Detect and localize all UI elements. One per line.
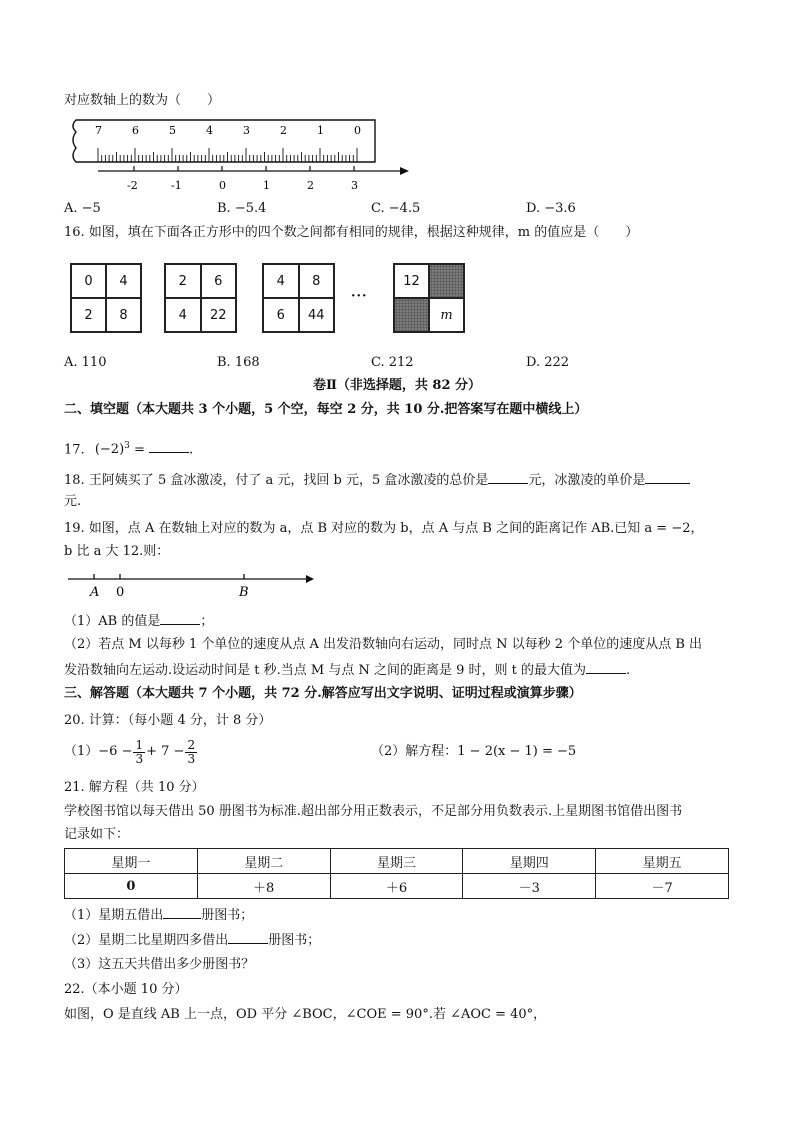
ruler-label: 4 — [206, 124, 213, 137]
axis-label: 3 — [351, 179, 358, 192]
ruler-label: 3 — [243, 124, 250, 137]
q19-number-line — [62, 568, 322, 600]
q21-sub2 — [64, 930, 320, 950]
q17-number: 17. — [64, 442, 85, 458]
q21-sub1 — [64, 905, 253, 925]
fraction-two-thirds: $\frac{2}{3}$ — [187, 737, 196, 766]
q16-option-a: A. 110 — [64, 355, 107, 370]
q16-option-b: B. 168 — [217, 355, 260, 370]
q19-line1: 19. 如图，点 A 在数轴上对应的数为 a，点 B 对应的数为 b，点 A 与点 B 之间的距离记作 AB.已知 a = −2， — [64, 521, 704, 536]
q18-text-a: 18. 王阿姨买了 5 盒冰激凌，付了 a 元，找回 b 元，5 盒冰激凌的总价是 — [64, 473, 489, 488]
ruler-label: 2 — [280, 124, 287, 137]
square-cell: 2 — [165, 264, 201, 298]
part2-title: 卷Ⅱ（非选择题，共 82 分） — [312, 378, 482, 393]
square-cell: 8 — [299, 264, 335, 298]
q16-square-3 — [262, 263, 335, 333]
q21-line2: 记录如下： — [64, 827, 130, 842]
square-cell: 0 — [71, 264, 106, 298]
q17: 17. $(-2)^3$ = . — [64, 441, 194, 458]
q20-sub1-mid: + 7 − — [146, 744, 185, 759]
q17-answer-blank[interactable] — [149, 439, 189, 453]
q15-option-c: C. −4.5 — [371, 201, 421, 216]
square-cell: 4 — [263, 264, 299, 298]
q20-sub2: （2）解方程：1 − 2(x − 1) = −5 — [371, 744, 577, 759]
q22-title: 22.（本小题 10 分） — [64, 982, 188, 997]
q18-total-blank[interactable] — [488, 470, 528, 484]
square-cell: 2 — [71, 298, 106, 332]
q19-sub2-text: 发沿数轴向左运动.设运动时间是 t 秒.当点 M 与点 N 之间的距离是 9 时，则 t 的最大值为 — [64, 663, 586, 678]
q18-line2: 元. — [64, 494, 82, 509]
q20-sub1 — [64, 737, 198, 767]
q19-t-blank[interactable] — [586, 660, 626, 674]
square-cell: 6 — [201, 264, 237, 298]
square-cell: 44 — [299, 298, 335, 332]
axis-label: -2 — [127, 179, 138, 192]
q19-sub2-line2 — [64, 660, 630, 680]
q22-line1: 如图，O 是直线 AB 上一点，OD 平分 ∠BOC，∠COE = 90°.若 ∠AOC = 40°， — [64, 1007, 547, 1022]
q18-text-b: 元，冰激凌的单价是 — [528, 473, 646, 488]
zero-label: 0 — [116, 585, 125, 600]
ruler-label: 1 — [317, 124, 324, 137]
q18-line1 — [64, 470, 690, 490]
section3-title: 三、解答题（本大题共 7 个小题，共 72 分.解答应写出文字说明、证明过程或演算步骤） — [64, 686, 582, 701]
shaded-cell — [429, 264, 464, 298]
q15-option-d: D. −3.6 — [526, 201, 576, 216]
q16-stem: 16. 如图，填在下面各正方形中的四个数之间都有相同的规律，根据这种规律，m 的值应是（ ） — [64, 225, 639, 240]
q16-option-c: C. 212 — [371, 355, 414, 370]
ruler-label: 6 — [132, 124, 139, 137]
q19-sub2-end: . — [626, 663, 631, 678]
q19-sub1-text: （1）AB 的值是 — [64, 614, 161, 629]
table-header: 星期一 — [65, 849, 198, 874]
table-cell: －3 — [463, 874, 596, 899]
q20-sub1-prefix: （1）−6 − — [64, 744, 133, 759]
shaded-cell — [394, 298, 429, 332]
q21-diff-blank[interactable] — [228, 930, 268, 944]
q17-equals: = — [134, 442, 145, 458]
q17-base: (−2) — [94, 442, 125, 458]
q19-line2: b 比 a 大 12.则： — [64, 544, 170, 559]
q19-ab-blank[interactable] — [160, 611, 200, 625]
q21-friday-blank[interactable] — [163, 905, 201, 919]
q21-sub2-text: （2）星期二比星期四多借出 — [64, 933, 229, 948]
q19-sub1 — [64, 611, 213, 631]
q19-sub1-end: ； — [200, 614, 214, 629]
square-cell: 8 — [106, 298, 141, 332]
q16-square-4 — [393, 263, 465, 333]
q21-title: 21. 解方程（共 10 分） — [64, 780, 205, 795]
table-cell: ＋8 — [197, 874, 330, 899]
table-header: 星期四 — [463, 849, 596, 874]
q17-exponent: 3 — [124, 441, 130, 451]
table-header: 星期五 — [596, 849, 729, 874]
ruler-label: 7 — [95, 124, 102, 137]
q15-stem: 对应数轴上的数为（ ） — [64, 93, 221, 108]
table-cell: －7 — [596, 874, 729, 899]
fraction-one-third: $\frac{1}{3}$ — [135, 737, 144, 766]
square-cell: 12 — [394, 264, 429, 298]
square-cell: 4 — [106, 264, 141, 298]
point-a-label: A — [90, 585, 100, 600]
point-b-label: B — [239, 585, 249, 600]
table-header-row — [65, 849, 729, 874]
ruler-figure — [70, 118, 415, 194]
square-cell: 4 — [165, 298, 201, 332]
ruler-label: 0 — [354, 124, 361, 137]
square-cell: 22 — [201, 298, 237, 332]
q19-sub2-line1: （2）若点 M 以每秒 1 个单位的速度从点 A 出发沿数轴向右运动，同时点 N 以每秒 2 个单位的速度从点 B 出 — [64, 637, 703, 652]
q21-sub1-text: （1）星期五借出 — [64, 908, 164, 923]
table-cell: ＋6 — [330, 874, 463, 899]
square-cell-m: m — [429, 298, 464, 332]
q20-title: 20. 计算：（每小题 4 分，计 8 分） — [64, 713, 272, 728]
q16-ellipsis: ··· — [351, 289, 368, 304]
q15-option-b: B. −5.4 — [217, 201, 267, 216]
axis-label: 2 — [307, 179, 314, 192]
q16-square-1 — [70, 263, 142, 333]
table-header: 星期三 — [330, 849, 463, 874]
axis-label: -1 — [171, 179, 182, 192]
square-cell: 6 — [263, 298, 299, 332]
table-header: 星期二 — [197, 849, 330, 874]
q16-square-2 — [164, 263, 237, 333]
q21-line1: 学校图书馆以每天借出 50 册图书为标准.超出部分用正数表示，不足部分用负数表示.上星期图书馆借出图书 — [64, 804, 683, 819]
axis-label: 1 — [263, 179, 270, 192]
axis-label: 0 — [219, 179, 226, 192]
q21-sub3: （3）这五天共借出多少册图书？ — [64, 957, 255, 972]
library-record-table — [64, 848, 729, 899]
q16-option-d: D. 222 — [526, 355, 570, 370]
q21-sub2-end: 册图书； — [268, 933, 321, 948]
q15-option-a: A. −5 — [64, 201, 101, 216]
ruler-label: 5 — [169, 124, 176, 137]
q21-sub1-end: 册图书； — [201, 908, 254, 923]
q18-unit-blank[interactable] — [645, 470, 690, 484]
table-row — [65, 874, 729, 899]
table-cell: 0 — [65, 874, 198, 899]
section2-title: 二、填空题（本大题共 3 个小题，5 个空，每空 2 分，共 10 分.把答案写在题中横线上） — [64, 402, 588, 417]
axis-arrow — [400, 167, 409, 175]
